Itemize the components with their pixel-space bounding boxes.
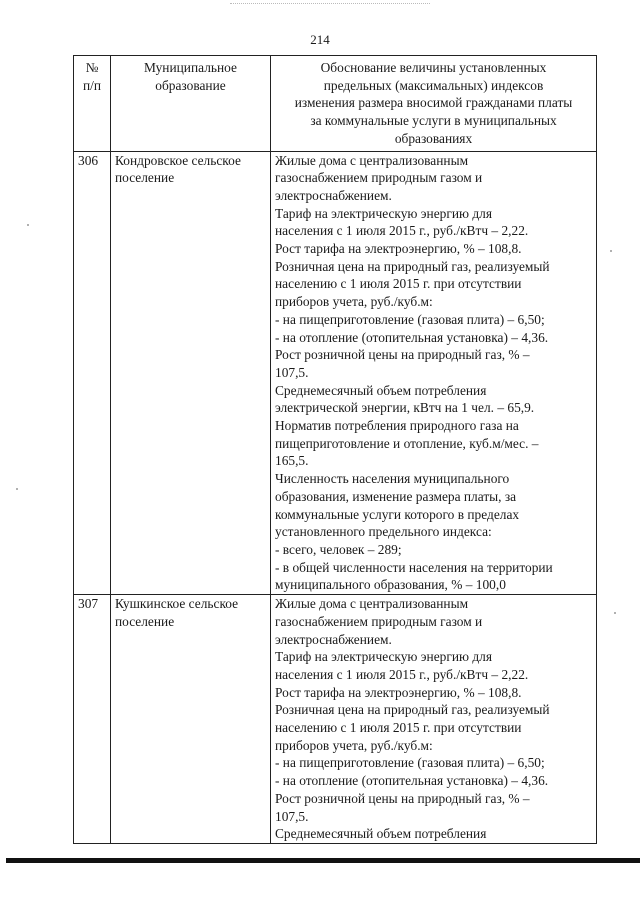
table-row [74,595,597,844]
justification-line: Среднемесячный объем потребления [275,826,487,842]
table-row [74,151,597,595]
justification-line: Жилые дома с централизованным [275,152,469,168]
justification-line: населению с 1 июля 2015 г. при отсутствии [275,276,522,292]
scan-dust [610,250,612,252]
justification-line: Рост тарифа на электроэнергию, % – 108,8. [275,684,522,700]
row-number: 306 [74,151,111,595]
page-number: 214 [310,32,330,47]
row-municipality [111,595,271,844]
row-justification [271,595,597,844]
justification-line: приборов учета, руб./куб.м: [275,737,433,753]
header-number [74,56,111,152]
justification-line: коммунальные услуги которого в пределах [275,506,520,522]
row-justification [271,151,597,595]
justification-line: Тариф на электрическую энергию для [275,649,493,665]
justification-line: Розничная цена на природный газ, реализуемый [275,258,550,274]
scan-dust [16,488,18,490]
justification-line: Численность населения муниципального [275,471,510,487]
justification-line: приборов учета, руб./куб.м: [275,294,433,310]
justification-line: газоснабжением природным газом и [275,170,483,186]
header-municipality-line: Муниципальное [144,60,237,75]
justification-line: - на пищеприготовление (газовая плита) – 6,50; [275,755,545,771]
justification-line: - на отопление (отопительная установка) – 4,36. [275,773,549,789]
header-justification-line: Обоснование величины установленных [320,60,547,75]
header-number-line: п/п [82,77,102,93]
header-justification-line: предельных (максимальных) индексов [323,77,544,93]
justification-line: электроснабжением. [275,187,392,203]
justification-line: Рост розничной цены на природный газ, % – [275,790,530,806]
justification-line: установленного предельного индекса: [275,524,492,540]
justification-line: - в общей численности населения на территории [275,559,553,575]
municipality-line: Кондровское сельское [115,152,241,168]
tariff-justification-table [73,55,597,844]
justification-line: Розничная цена на природный газ, реализуемый [275,702,550,718]
justification-line: - всего, человек – 289; [275,541,402,557]
scan-artifact-line [230,3,430,5]
header-number-line: № [85,60,99,75]
justification-line: газоснабжением природным газом и [275,613,483,629]
justification-line: - на пищеприготовление (газовая плита) – 6,50; [275,311,545,327]
justification-line: населения с 1 июля 2015 г., руб./кВтч – 2,22. [275,666,529,682]
header-justification [271,56,597,152]
header-justification-line: образованиях [394,130,473,146]
justification-line: пищеприготовление и отопление, куб.м/мес. – [275,435,539,451]
justification-line: Рост розничной цены на природный газ, % – [275,347,530,363]
justification-line: 107,5. [275,808,309,824]
justification-line: населению с 1 июля 2015 г. при отсутствии [275,720,522,736]
municipality-line: поселение [115,613,175,629]
justification-line: образования, изменение размера платы, за [275,488,517,504]
justification-line: населения с 1 июля 2015 г., руб./кВтч – 2,22. [275,223,529,239]
justification-line: электрической энергии, кВтч на 1 чел. – 65,9. [275,400,535,416]
header-justification-line: изменения размера вносимой гражданами платы [294,95,573,111]
scan-dust [614,612,616,614]
header-municipality [111,56,271,152]
justification-line: Среднемесячный объем потребления [275,382,487,398]
justification-line: Рост тарифа на электроэнергию, % – 108,8. [275,241,522,257]
municipality-line: поселение [115,170,175,186]
justification-line: 107,5. [275,364,309,380]
justification-line: муниципального образования, % – 100,0 [275,577,506,593]
row-municipality [111,151,271,595]
scan-bottom-edge [6,858,640,863]
table-header-row [74,56,597,152]
justification-line: - на отопление (отопительная установка) – 4,36. [275,329,549,345]
municipality-line: Кушкинское сельское [115,596,239,612]
header-justification-line: за коммунальные услуги в муниципальных [310,113,557,129]
header-municipality-line: образование [155,77,226,93]
row-number: 307 [74,595,111,844]
scan-dust [27,224,29,226]
justification-line: 165,5. [275,453,309,469]
justification-line: электроснабжением. [275,631,392,647]
justification-line: Жилые дома с централизованным [275,596,469,612]
justification-line: Тариф на электрическую энергию для [275,205,493,221]
justification-line: Норматив потребления природного газа на [275,418,519,434]
